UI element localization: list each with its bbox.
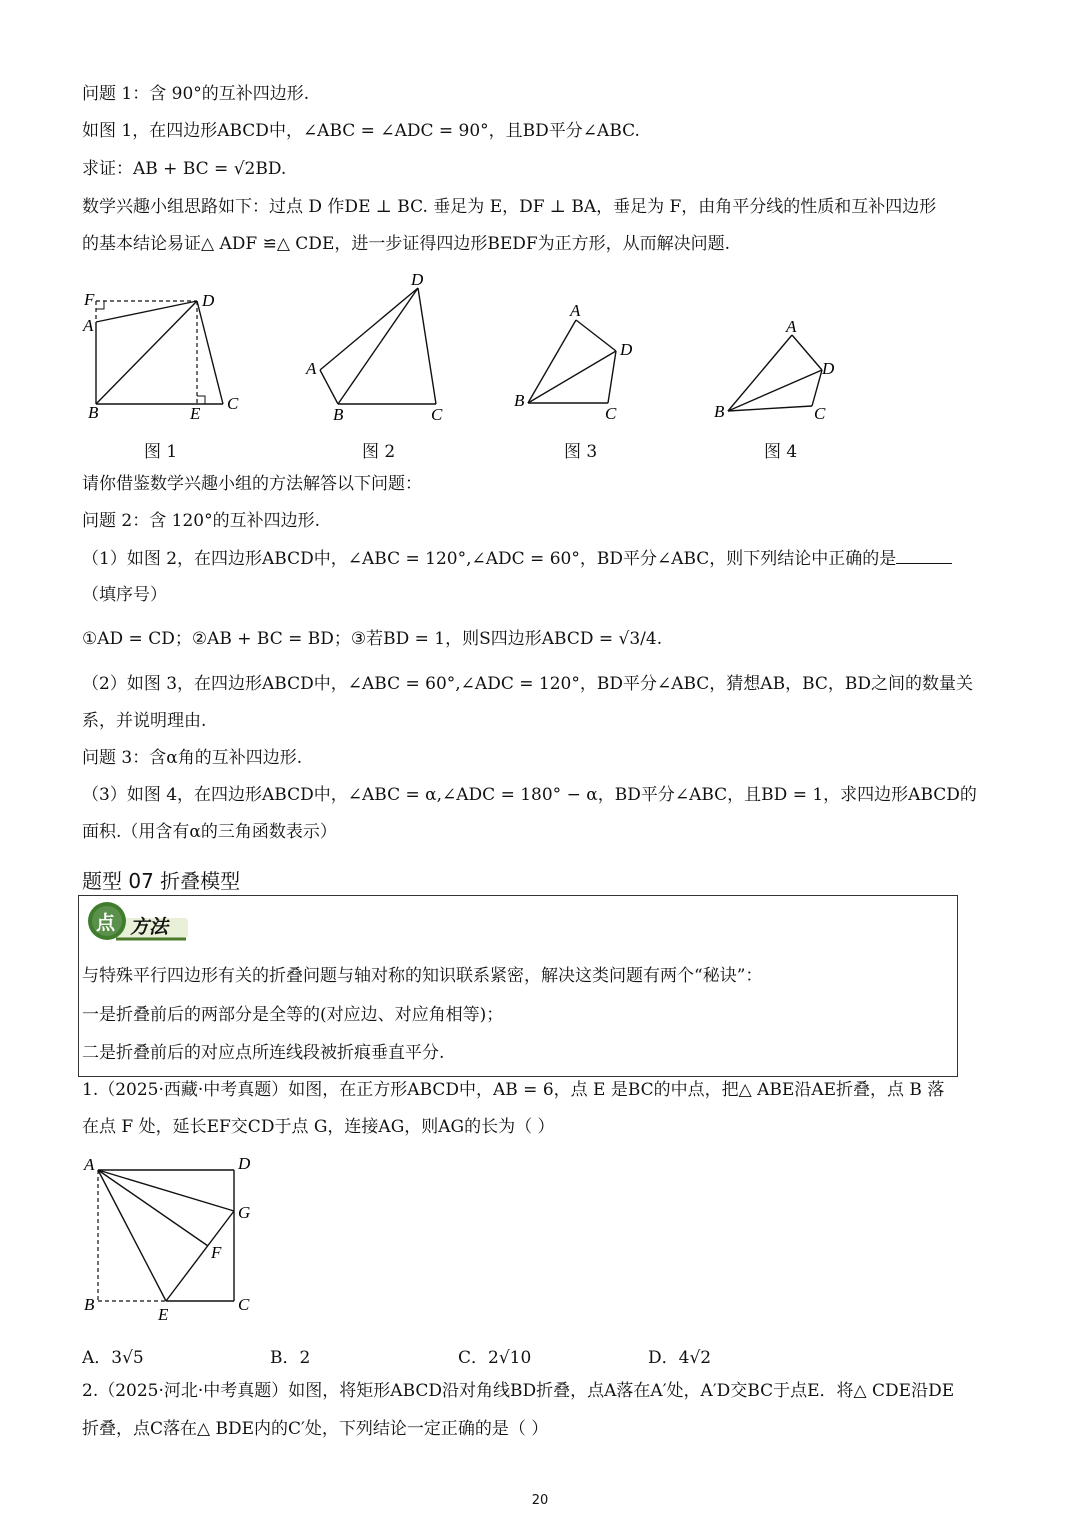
choice-A[interactable]: A．3√5	[82, 1348, 144, 1368]
q3-title: 问题 3：含α角的互补四边形.	[82, 748, 303, 768]
fig5-label-D: D	[238, 1154, 251, 1173]
fig5-label-C: C	[238, 1295, 250, 1314]
figure-5	[78, 1150, 268, 1330]
q1-title: 问题 1：含 90°的互补四边形.	[82, 84, 310, 104]
fig2-label-D: D	[411, 270, 424, 289]
answer-blank	[896, 547, 952, 564]
choice-B[interactable]: B．2	[270, 1348, 311, 1368]
badge-point: 点	[96, 912, 116, 934]
q1-idea-line2: 的基本结论易证△ ADF ≌△ CDE，进一步证得四边形BEDF为正方形，从而解决问题.	[82, 234, 731, 254]
fig1-label-F: F	[84, 290, 95, 309]
fig5-label-B: B	[84, 1295, 95, 1314]
fig4-label-D: D	[822, 359, 835, 378]
fig1-label-A: A	[83, 316, 94, 335]
fig4-label-B: B	[714, 402, 725, 421]
fig3-label-B: B	[514, 391, 525, 410]
q2-part2-line1: （2）如图 3，在四边形ABCD中，∠ABC = 60°,∠ADC = 120°，BD平分∠ABC，猜想AB，BC，BD之间的数量关	[82, 674, 974, 694]
badge-method-text: 方法	[130, 916, 169, 938]
figure-3	[508, 300, 648, 425]
q1-setup: 如图 1，在四边形ABCD中，∠ABC = ∠ADC = 90°，且BD平分∠ABC.	[82, 121, 640, 141]
fig2-label-A: A	[306, 359, 317, 378]
fig5-label-F: F	[211, 1243, 222, 1262]
fig2-label-B: B	[333, 405, 344, 424]
problem2-line2: 折叠，点C落在△ BDE内的C′处，下列结论一定正确的是（ ）	[82, 1419, 549, 1439]
fig5-label-A: A	[84, 1155, 95, 1174]
choice-D[interactable]: D．4√2	[648, 1348, 712, 1368]
problem1-line1: 1.（2025·西藏·中考真题）如图，在正方形ABCD中，AB = 6，点 E 是BC的中点，把△ ABE沿AE折叠，点 B 落	[82, 1080, 945, 1100]
problem1-line2: 在点 F 处，延长EF交CD于点 G，连接AG，则AG的长为（ ）	[82, 1117, 555, 1137]
fig1-label-D: D	[202, 291, 215, 310]
q1-prove: 求证：AB + BC = √2BD.	[82, 159, 287, 179]
fig3-label-A: A	[570, 301, 581, 320]
fig3-label-C: C	[605, 404, 617, 423]
fig3-label-D: D	[620, 340, 633, 359]
q3-part3-line2: 面积.（用含有α的三角函数表示）	[82, 822, 337, 842]
section-heading: 题型 07 折叠模型	[82, 869, 241, 893]
caption-fig3: 图 3	[564, 442, 598, 462]
q2-part1-hint: （填序号）	[82, 585, 167, 605]
fig4-label-C: C	[814, 404, 826, 423]
fig5-label-E: E	[158, 1305, 169, 1324]
q2-title: 问题 2：含 120°的互补四边形.	[82, 511, 320, 531]
fig2-label-C: C	[431, 405, 443, 424]
caption-fig2: 图 2	[362, 442, 396, 462]
q3-part3-line1: （3）如图 4，在四边形ABCD中，∠ABC = α,∠ADC = 180° − α，BD平分∠ABC，且BD = 1，求四边形ABCD的	[82, 785, 977, 805]
q2-options: ①AD = CD；②AB + BC = BD；③若BD = 1，则S四边形ABCD = √3/4.	[82, 629, 663, 649]
figure-1	[80, 285, 250, 425]
q2-part2-line2: 系，并说明理由.	[82, 711, 207, 731]
fig1-label-B: B	[88, 403, 99, 422]
intro-q2: 请你借鉴数学兴趣小组的方法解答以下问题：	[82, 474, 422, 494]
fig1-label-E: E	[190, 404, 201, 423]
figure-4	[708, 315, 848, 427]
q2-part1-text: （1）如图 2，在四边形ABCD中，∠ABC = 120°,∠ADC = 60°，BD平分∠ABC，则下列结论中正确的是	[82, 549, 897, 569]
fig5-label-G: G	[238, 1203, 251, 1222]
tip-line3: 二是折叠前后的对应点所连线段被折痕垂直平分.	[82, 1043, 445, 1063]
caption-fig1: 图 1	[144, 442, 178, 462]
q1-idea-line1: 数学兴趣小组思路如下：过点 D 作DE ⊥ BC. 垂足为 E，DF ⊥ BA，垂足为 F，由角平分线的性质和互补四边形	[82, 197, 937, 217]
caption-fig4: 图 4	[764, 442, 798, 462]
fig1-label-C: C	[227, 394, 239, 413]
q2-part1	[82, 547, 952, 570]
tip-line2: 一是折叠前后的两部分是全等的(对应边、对应角相等)；	[82, 1005, 504, 1025]
figure-2	[300, 268, 460, 428]
tip-line1: 与特殊平行四边形有关的折叠问题与轴对称的知识联系紧密，解决这类问题有两个“秘诀”：	[82, 966, 763, 986]
problem2-line1: 2.（2025·河北·中考真题）如图，将矩形ABCD沿对角线BD折叠，点A落在A′处，A′D交BC于点E．将△ CDE沿DE	[82, 1381, 955, 1401]
fig4-label-A: A	[786, 317, 797, 336]
page-number: 20	[531, 1493, 549, 1508]
choice-C[interactable]: C．2√10	[458, 1348, 532, 1368]
